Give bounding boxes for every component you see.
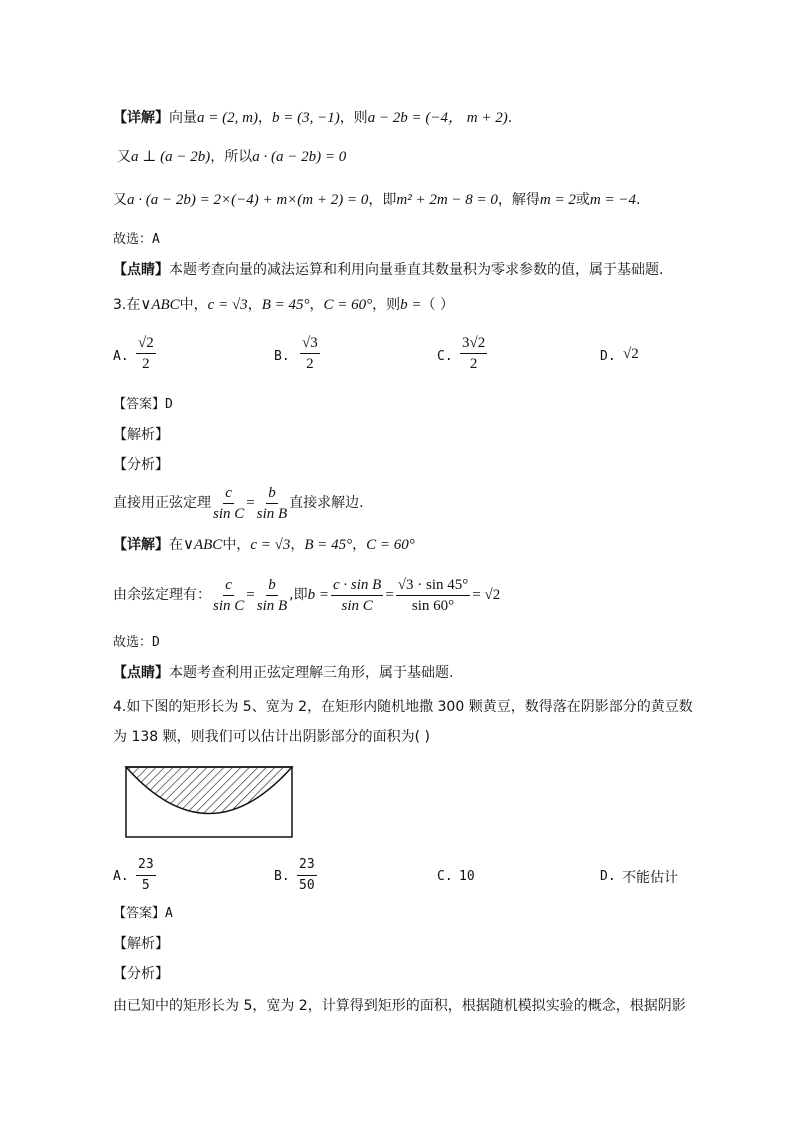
q3-law-line: 由余弦定理有： $\frac{c}{\text{sin C}}$ = $\frac{b}{\text{sin B}}$ ,即 b = $\frac{\text{c · sin B}}{\text{sin C}}$ = $\frac{√3 \cdot \sin 45^\circ}{\sin 60^\circ}$ = √2	[113, 573, 500, 617]
q3-option-b-label: B.	[274, 349, 290, 364]
q4-fenxi-text: 由已知中的矩形长为 5，宽为 2，计算得到矩形的面积，根据随机模拟实验的概念，根据阴影	[113, 998, 686, 1014]
q4-option-a-label: A.	[113, 869, 129, 884]
fraction-numerator: b	[266, 576, 278, 596]
q3-option-a-label: A.	[113, 349, 129, 364]
q2-select: 故选：A	[113, 232, 160, 247]
q2-text: .	[635, 192, 641, 208]
q2-vector-a: a = (2, m)	[197, 110, 258, 126]
fraction-denominator: sin B	[256, 597, 288, 614]
fraction-denominator: sin C	[213, 505, 245, 522]
fraction-denominator: sin 60°	[411, 597, 455, 614]
q3-text: ,即	[289, 587, 308, 603]
q3-analysis-label: 【解析】	[113, 427, 169, 443]
q4-option-b-den: 50	[299, 878, 315, 893]
q2-text: ，即	[368, 192, 397, 208]
q3-answer: 【答案】D	[113, 397, 173, 412]
fraction-numerator: c · sin B	[331, 576, 383, 596]
fraction-denominator: sin C	[213, 597, 245, 614]
q2-text: 又	[117, 149, 131, 165]
q4-stem-line-2: 为 138 颗，则我们可以估计出阴影部分的面积为( )	[113, 729, 430, 745]
q2-text: ，所以	[210, 149, 253, 165]
q3-law-prefix: 由余弦定理有：	[113, 587, 211, 603]
q3-fenxi-label: 【分析】	[113, 457, 169, 473]
q3-triangle: ∨ABC	[140, 297, 180, 313]
q2-solution-1: m = 2	[539, 192, 576, 208]
q3-law-fraction-2	[257, 576, 287, 615]
q2-comment	[113, 260, 663, 280]
q2-detail-line-2	[117, 147, 346, 167]
q2-text: 又	[113, 192, 127, 208]
q4-stem-line-1: 4.如下图的矩形长为 5、宽为 2，在矩形内随机地撒 300 颗黄豆，数得落在阴影部分的黄豆数	[113, 699, 693, 715]
q3-detail-triangle: ∨ABC	[183, 537, 223, 553]
q2-dot-expansion: a · (a − 2b) = 2×(−4) + m×(m + 2) = 0	[127, 192, 369, 208]
q3-text: 中，	[179, 297, 208, 313]
q3-law-fraction-3	[331, 576, 383, 615]
q4-option-b-label: B.	[274, 869, 290, 884]
q3-option-b-fraction	[300, 334, 320, 373]
q3-text: ，则	[372, 297, 401, 313]
fraction-numerator: b	[266, 484, 278, 504]
q3-method-prefix: 直接用正弦定理	[113, 495, 211, 511]
fraction-numerator: c	[223, 484, 234, 504]
q4-option-a-num: 23	[136, 856, 156, 876]
q4-option-c-label: C.	[437, 869, 453, 884]
q2-text: ，则	[339, 110, 368, 126]
q4-option-b-num: 23	[297, 856, 317, 876]
q3-stem-prefix: 3.在	[113, 297, 141, 313]
q3-c-value: c = √3	[207, 297, 248, 313]
q3-comment-label: 【点睛】	[113, 665, 169, 681]
q2-comment-text: 本题考查向量的减法运算和利用向量垂直其数量积为零求参数的值，属于基础题.	[169, 262, 664, 278]
q2-quadratic: m² + 2m − 8 = 0	[396, 192, 498, 208]
fraction-denominator: sin B	[256, 505, 288, 522]
q3-B-value: B = 45°	[261, 297, 310, 313]
q3-option-a-den: 2	[142, 356, 150, 372]
fraction-numerator: √3 · sin 45°	[396, 576, 470, 596]
q3-option-b-den: 2	[306, 356, 314, 372]
q4-fenxi-label: 【分析】	[113, 966, 169, 982]
q3-law-fraction-4	[396, 576, 470, 615]
q3-option-c-den: 2	[469, 356, 478, 372]
q2-comment-label: 【点睛】	[113, 262, 169, 278]
q3-method-line: 直接用正弦定理 $\frac{c}{\text{sin C}}$ = $\frac{b}{\text{sin B}}$ 直接求解边.	[113, 484, 364, 522]
q3-law-b: b =	[307, 587, 329, 603]
q3-paren: （ ）	[421, 297, 454, 313]
q3-C-value: C = 60°	[323, 297, 373, 313]
q3-comment	[113, 663, 453, 683]
q3-option-a-num: √2	[136, 334, 156, 354]
q3-method-fraction-1	[213, 484, 244, 523]
fraction-numerator: c	[223, 576, 234, 596]
q3-method-fraction-2	[257, 484, 287, 523]
q3-option-c-num: 3√2	[460, 334, 487, 354]
q3-detail-B: B = 45°	[304, 537, 353, 553]
q3-text: 在	[169, 537, 183, 553]
q3-option-d-value: √2	[623, 346, 639, 362]
q3-option-c-label: C.	[437, 349, 453, 364]
q3-detail-C: C = 60°	[366, 537, 415, 553]
q4-rectangle-figure	[124, 765, 296, 841]
q3-option-b-num: √3	[300, 334, 320, 354]
q2-detail-line-3	[113, 190, 640, 210]
q4-option-a-fraction	[136, 856, 156, 895]
q2-dot-zero: a · (a − 2b) = 0	[252, 149, 347, 165]
q3-text: 中，	[222, 537, 251, 553]
q3-option-d-label: D.	[600, 349, 616, 364]
q4-option-b-fraction	[297, 856, 317, 895]
q2-perpendicular: a ⊥ (a − 2b)	[131, 149, 211, 165]
q3-detail-label: 【详解】	[113, 537, 169, 553]
q4-option-a-den: 5	[141, 878, 150, 893]
q4-option-d-label: D.	[600, 869, 616, 884]
q3-select: 故选：D	[113, 635, 160, 650]
q3-detail-c: c = √3	[250, 537, 291, 553]
q3-law-fraction-1	[213, 576, 244, 615]
q2-difference: a − 2b = (−4， m + 2)	[367, 110, 508, 126]
q4-analysis-label: 【解析】	[113, 936, 169, 952]
q2-detail-label: 【详解】	[113, 110, 169, 126]
q4-option-c-value: 10	[459, 869, 475, 884]
q4-option-d-value: 不能估计	[622, 870, 678, 886]
q3-detail-line: 【详解】在∨ABC中，c = √3，B = 45°，C = 60°	[113, 537, 415, 553]
q3-option-c-fraction	[460, 334, 487, 373]
q4-answer: 【答案】A	[113, 906, 173, 921]
fraction-denominator: sin C	[341, 597, 373, 614]
q3-comment-text: 本题考查利用正弦定理解三角形，属于基础题.	[169, 665, 454, 681]
q3-b-var: b =	[400, 297, 422, 313]
q3-law-result: = √2	[472, 587, 501, 603]
q2-solution-2: m = −4	[589, 192, 636, 208]
q2-text: ，解得	[497, 192, 540, 208]
q2-vector-b: b = (3, −1)	[271, 110, 340, 126]
q3-option-a-fraction	[136, 334, 156, 373]
q3-stem: 3.在∨ABC中，c = √3，B = 45°，C = 60°，则b =（ ）	[113, 297, 454, 313]
q3-method-suffix: 直接求解边.	[289, 495, 364, 511]
q2-text: 或	[575, 192, 590, 208]
q2-text: 向量	[169, 110, 197, 126]
q2-detail-line-1: 【详解】向量a = (2, m)，b = (3, −1)，则a − 2b = (−4， m + 2).	[113, 110, 513, 126]
